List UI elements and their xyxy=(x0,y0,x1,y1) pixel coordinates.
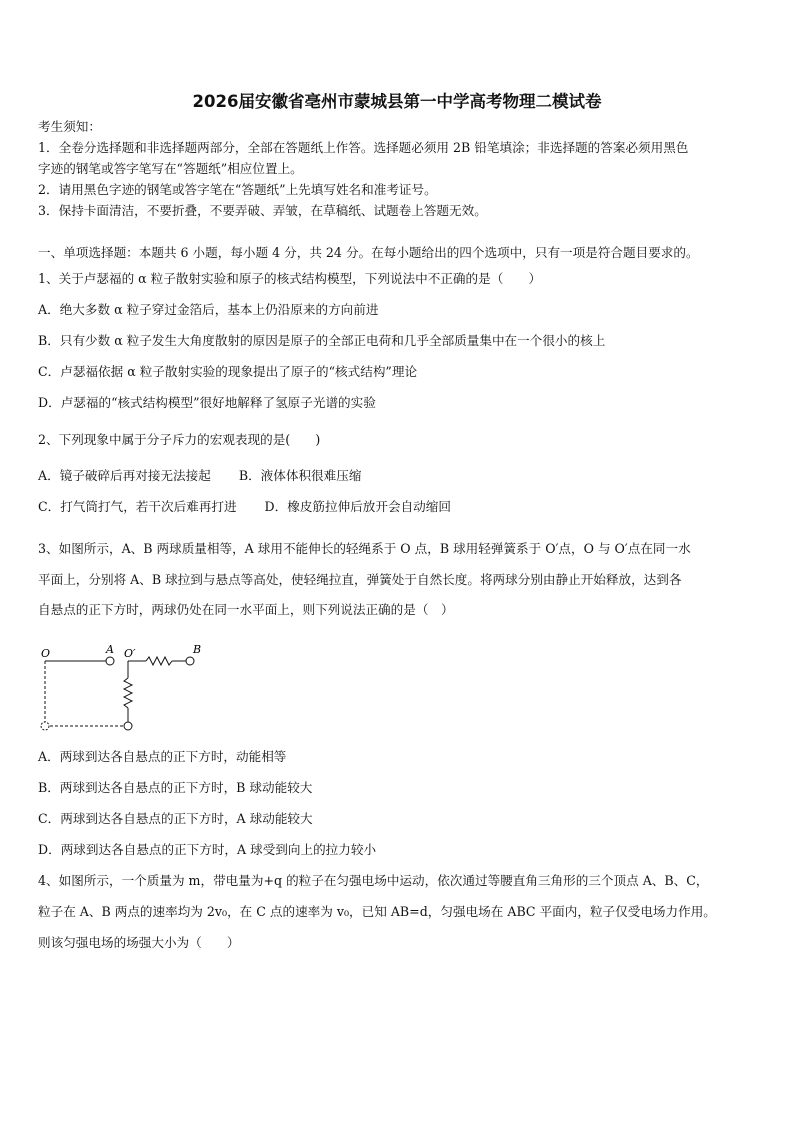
q1-option-a: A．绝大多数 α 粒子穿过金箔后，基本上仍沿原来的方向前进 xyxy=(38,302,379,317)
section-heading: 一、单项选择题：本题共 6 小题，每小题 4 分，共 24 分。在每小题给出的四个选项中，只有一项是符合题目要求的。 xyxy=(38,245,699,260)
ball-b-lower xyxy=(124,722,132,730)
q2-option-c: C．打气筒打气，若干次后难再打进 xyxy=(38,499,237,514)
ball-b xyxy=(186,657,194,665)
q2-option-b: B．液体体积很难压缩 xyxy=(238,468,362,483)
q2-options-row-1 xyxy=(38,466,760,486)
label-o-prime: O′ xyxy=(124,647,136,660)
q3-option-a: A．两球到达各自悬点的正下方时，动能相等 xyxy=(38,749,287,764)
q2-option-d: D．橡皮筋拉伸后放开会自动缩回 xyxy=(264,499,451,514)
spring-horizontal xyxy=(146,657,172,665)
q1-option-b: B．只有少数 α 粒子发生大角度散射的原因是原子的全部正电荷和几乎全部质量集中在一个很小的核上 xyxy=(38,333,606,348)
ball-a xyxy=(106,657,114,665)
notice-heading: 考生须知： xyxy=(38,119,101,134)
q2-options-row-2 xyxy=(38,497,760,517)
exam-title: 2026届安徽省亳州市蒙城县第一中学高考物理二模试卷 xyxy=(192,92,602,111)
q1-stem: 1、关于卢瑟福的 α 粒子散射实验和原子的核式结构模型，下列说法中不正确的是（ ） xyxy=(38,271,542,286)
spring-vertical xyxy=(124,678,132,708)
q2-stem: 2、下列现象中属于分子斥力的宏观表现的是( ) xyxy=(38,432,321,447)
q4-stem-line-2: 粒子在 A、B 两点的速率均为 2v₀，在 C 点的速率为 v₀，已知 AB=d，匀强电场在 ABC 平面内，粒子仅受电场力作用。 xyxy=(38,904,716,919)
q1-option-d: D．卢瑟福的“核式结构模型”很好地解释了氢原子光谱的实验 xyxy=(38,395,376,410)
label-a: A xyxy=(106,643,114,656)
notice-item-1: 1．全卷分选择题和非选择题两部分，全部在答题纸上作答。选择题必须用 2B 铅笔填涂；非选择题的答案必须用黑色 xyxy=(38,140,689,155)
q3-stem-line-2: 平面上，分别将 A、B 球拉到与悬点等高处，使轻绳拉直，弹簧处于自然长度。将两球分别由静止开始释放，达到各 xyxy=(38,572,682,587)
q1-option-c: C．卢瑟福依据 α 粒子散射实验的现象提出了原子的“核式结构”理论 xyxy=(38,364,418,379)
q2-option-a: A．镜子破碎后再对接无法接起 xyxy=(38,468,211,483)
q3-figure xyxy=(36,640,216,735)
q4-stem-line-1: 4、如图所示，一个质量为 m，带电量为+q 的粒子在匀强电场中运动，依次通过等腰直角三角形的三个顶点 A、B、C， xyxy=(38,873,709,888)
q3-stem-line-3: 自悬点的正下方时，两球仍处在同一水平面上，则下列说法正确的是（ ） xyxy=(38,602,454,617)
q3-option-b: B．两球到达各自悬点的正下方时，B 球动能较大 xyxy=(38,780,313,795)
notice-item-2: 2．请用黑色字迹的钢笔或答字笔在“答题纸”上先填写姓名和准考证号。 xyxy=(38,182,437,197)
q3-option-d: D．两球到达各自悬点的正下方时，A 球受到向上的拉力较小 xyxy=(38,842,377,857)
label-o: O xyxy=(41,647,51,660)
q3-option-c: C．两球到达各自悬点的正下方时，A 球动能较大 xyxy=(38,811,313,826)
notice-item-1-cont: 字迹的钢笔或答字笔写在“答题纸”相应位置上。 xyxy=(38,161,303,176)
q4-stem-line-3: 则该匀强电场的场强大小为（ ） xyxy=(38,935,240,950)
notice-item-3: 3．保持卡面清洁，不要折叠，不要弄破、弄皱，在草稿纸、试题卷上答题无效。 xyxy=(38,203,487,218)
ball-a-lower xyxy=(41,722,49,730)
label-b: B xyxy=(193,643,202,656)
q3-stem-line-1: 3、如图所示，A、B 两球质量相等，A 球用不能伸长的轻绳系于 O 点，B 球用轻弹簧系于 O′点，O 与 O′点在同一水 xyxy=(38,541,691,556)
